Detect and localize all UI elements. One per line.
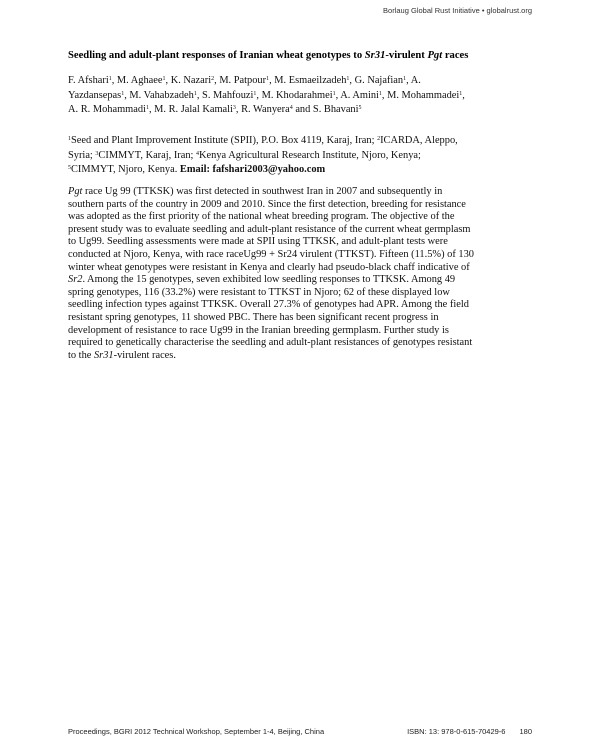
abstract-line: conducted at Njoro, Kenya, with race raceUg99 + Sr24 virulent (TTKST). Fifteen (11.5%) of 130 xyxy=(68,248,474,260)
page-number: 180 xyxy=(519,727,532,736)
author-line: F. Afshari$^1$, M. Aghaee$^1$, K. Nazari$^2$, M. Patpour$^1$, M. Esmaeilzadeh$^1$, G. Najafian$^1$, A. xyxy=(68,75,421,86)
author-line: A. R. Mohammadi$^1$, M. R. Jalal Kamali$^3$, R. Wanyera$^4$ and S. Bhavani$^5$ xyxy=(68,104,362,116)
abstract-line: seedling infection types against TTKSK. Overall 27.3% of genotypes had APR. Among the field xyxy=(68,299,469,311)
abstract-line: present study was to evaluate seedling and adult-plant resistance of the current wheat germplasm xyxy=(68,223,471,235)
abstract-body xyxy=(68,186,540,362)
footer-isbn: ISBN: 13: 978-0-615-70429-6 xyxy=(407,727,506,736)
abstract-line: was adopted as the first priority of the national wheat breeding program. The objective of the xyxy=(68,211,455,223)
abstract-line: to Ug99. Seedling assessments were made at SPII using TTKSK, and adult-plant tests were xyxy=(68,236,448,248)
abstract-line: Pgt race Ug 99 (TTKSK) was first detected in southwest Iran in 2007 and subsequently in xyxy=(68,186,443,197)
contact-email: Email: fafshari2003@yahoo.com xyxy=(179,164,326,176)
paper-title: Seedling and adult-plant responses of Iranian wheat genotypes to Sr31-virulent Pgt races xyxy=(68,50,469,61)
affiliation-line: $^5$CIMMYT, Njoro, Kenya. Email: fafshari2003@yahoo.com xyxy=(68,164,326,176)
footer-proceedings: Proceedings, BGRI 2012 Technical Workshop, September 1-4, Beijing, China xyxy=(68,727,325,736)
author-line: Yazdansepas$^1$, M. Vahabzadeh$^1$, S. Mahfouzi$^1$, M. Khodarahmei$^1$, A. Amini$^1$, M. Mohammadei$^1$, xyxy=(68,89,465,101)
abstract-line: to the Sr31-virulent races. xyxy=(68,349,176,361)
running-header: Borlaug Global Rust Initiative • globalrust.org xyxy=(383,6,532,15)
affiliation-line: Syria; $^3$CIMMYT, Karaj, Iran; $^4$Kenya Agricultural Research Institute, Njoro, Kenya; xyxy=(68,149,421,161)
footer-right xyxy=(407,727,532,736)
abstract-line: resistant spring genotypes, 11 showed PBC. There has been significant recent progress in xyxy=(68,311,439,323)
abstract-line: southern parts of the country in 2009 and 2010. Since the first detection, breeding for resistance xyxy=(68,198,466,210)
abstract-line: development of resistance to race Ug99 in the Iranian breeding germplasm. Further study is xyxy=(68,324,449,336)
abstract-line: required to genetically characterise the seedling and adult-plant resistances of genotypes resistant xyxy=(68,337,473,349)
abstract-line: winter wheat genotypes were resistant in Kenya and clearly had pseudo-black chaff indicative of xyxy=(68,261,470,273)
abstract-line: Sr2. Among the 15 genotypes, seven exhibited low seedling responses to TTKSK. Among 49 xyxy=(68,274,456,286)
author-list xyxy=(68,74,538,118)
abstract-line: spring genotypes, 116 (33.2%) were resistant to TTKST in Njoro; 62 of these displayed low xyxy=(68,286,450,298)
affiliations xyxy=(68,134,538,178)
affiliation-line: $^1$Seed and Plant Improvement Institute (SPII), P.O. Box 4119, Karaj, Iran; $^2$ICARDA, Aleppo, xyxy=(68,135,458,146)
